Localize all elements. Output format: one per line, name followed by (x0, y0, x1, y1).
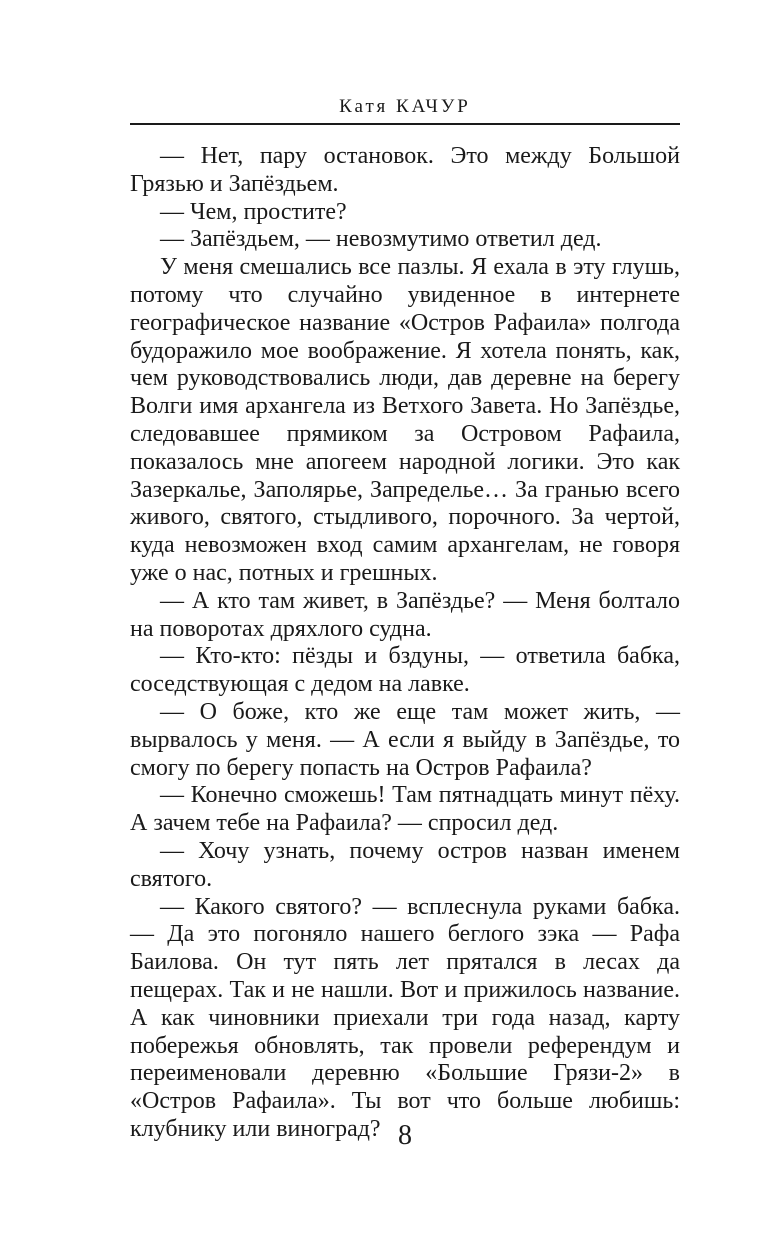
paragraph: — Запёздьем, — невозмутимо ответил дед. (160, 226, 602, 253)
paragraph: — Хочу узнать, почему остров назван именем святого. (130, 837, 680, 892)
page-number: 8 (398, 1120, 412, 1151)
paragraph: — Какого святого? — всплеснула руками бабка. — Да это погоняло нашего беглого зэка — Рафа Баилова. Он тут пять лет прятался в лесах да пещерах. Так и не нашли. Вот и прижилось название. А как чиновники приехали три года назад, карту побережья обновлять, так провели референдум и переименовали деревню «Большие Грязи-2» в «Остров Рафаила». Ты вот что больше любишь: клубнику или виноград? (130, 893, 680, 1142)
paragraph: — А кто там живет, в Запёздье? — Меня болтало на поворотах дряхлого судна. (130, 587, 680, 642)
paragraph: — Чем, простите? (160, 198, 347, 225)
paragraph: — О боже, кто же еще там может жить, — вырвалось у меня. — А если я выйду в Запёздье, то смогу по берегу попасть на Остров Рафаила? (130, 698, 680, 781)
header-rule (130, 123, 680, 125)
body-text (130, 143, 680, 1144)
paragraph: — Кто-кто: пёзды и бздуны, — ответила бабка, соседствующая с дедом на лавке. (130, 643, 680, 698)
paragraph: — Нет, пару остановок. Это между Большой Грязью и Запёздьем. (130, 143, 680, 197)
paragraph: У меня смешались все пазлы. Я ехала в эту глушь, потому что случайно увиденное в интернете географическое название «Остров Рафаила» полгода будоражило мое воображение. Я хотела понять, как, чем руководствовались люди, дав деревне на берегу Волги имя архангела из Ветхого Завета. Но Запёздье, следовавшее прямиком за Островом Рафаила, показалось мне апогеем народной логики. Это как Зазеркалье, Заполярье, Запределье… За гранью всего живого, святого, стыдливого, порочного. За чертой, куда невозможен вход самим архангелам, не говоря уже о нас, потных и грешных. (130, 254, 680, 586)
running-head: Катя КАЧУР (339, 96, 471, 117)
paragraph: — Конечно сможешь! Там пятнадцать минут пёху. А зачем тебе на Рафаила? — спросил дед. (130, 782, 680, 837)
